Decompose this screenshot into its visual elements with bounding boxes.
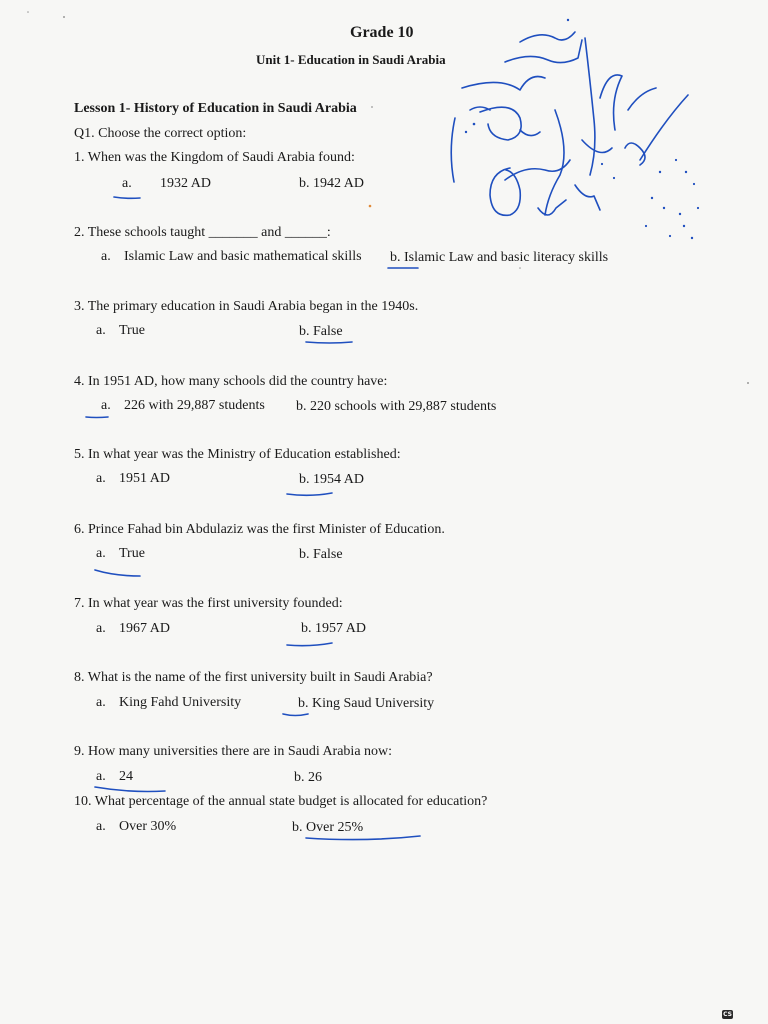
q1-option-a: 1932 AD [160,176,211,191]
q7-answer-underline [287,643,332,646]
q3-option-b: b. False [299,324,343,339]
q8-option-b: b. King Saud University [298,696,435,711]
q10-option-b: b. Over 25% [292,820,364,835]
scanner-badge: CS [723,1011,732,1018]
question-3: 3. The primary education in Saudi Arabia began in the 1940s. [74,299,419,314]
q9-answer-underline [95,787,165,792]
scribble-stroke-13 [490,168,520,215]
scribble-stroke-9 [600,75,622,130]
q8-option-a: King Fahd University [119,695,242,710]
scribble-stroke-1 [520,32,575,42]
q2-option-a: Islamic Law and basic mathematical skills [124,249,362,264]
q3-option-a-label: a. [96,323,106,338]
scribble-stroke-2 [505,40,582,63]
scribble-stroke-4 [470,107,490,110]
q8-answer-underline [283,714,308,716]
scribble-stroke-3 [462,77,545,91]
scribble-stroke-15 [538,200,566,215]
stray-marks [369,205,372,208]
question-5: 5. In what year was the Ministry of Education established: [74,447,401,462]
scribble-stroke-10 [628,88,656,110]
scribble-stroke-8 [585,38,595,175]
unit-heading: Unit 1- Education in Saudi Arabia [256,52,446,67]
scribble-stroke-11 [640,95,688,160]
scribble-stroke-7 [545,110,564,215]
q5-option-b: b. 1954 AD [299,472,364,487]
question-7: 7. In what year was the first university founded: [74,596,343,611]
scribble-stroke-17 [582,140,612,153]
q7-option-a-label: a. [96,621,106,636]
scribble-dots [465,19,699,239]
q9-option-a-label: a. [96,769,106,784]
q1-answer-underline [114,197,140,198]
q7-option-a: 1967 AD [119,621,170,636]
question-8: 8. What is the name of the first university built in Saudi Arabia? [74,670,433,685]
question-4: 4. In 1951 AD, how many schools did the country have: [74,374,388,389]
q6-option-a-label: a. [96,546,106,561]
q10-option-a-label: a. [96,819,106,834]
scribble-stroke-14 [505,160,570,180]
q1-option-b: b. 1942 AD [299,176,364,191]
grade-heading: Grade 10 [350,24,414,41]
q4-option-a: 226 with 29,887 students [124,398,265,413]
q5-option-a: 1951 AD [119,471,170,486]
q7-option-b: b. 1957 AD [301,621,366,636]
question-9: 9. How many universities there are in Saudi Arabia now: [74,744,393,759]
q3-option-a: True [119,323,145,338]
q5-option-a-label: a. [96,471,106,486]
q6-answer-underline [95,570,140,576]
question-10: 10. What percentage of the annual state budget is allocated for education? [74,794,488,809]
scribble-stroke-16 [575,185,600,210]
q2-option-b: b. Islamic Law and basic literacy skills [390,250,609,265]
q6-option-a: True [119,546,145,561]
q4-option-b: b. 220 schools with 29,887 students [296,399,497,414]
question-1: 1. When was the Kingdom of Saudi Arabia found: [74,150,355,165]
q3-answer-underline [306,342,352,343]
scribble-stroke-12 [625,143,645,165]
q10-answer-underline [306,836,420,840]
question-6: 6. Prince Fahad bin Abdulaziz was the first Minister of Education. [74,522,445,537]
q4-answer-underline [86,417,108,418]
question-2: 2. These schools taught _______ and ______: [74,225,331,240]
scribble-stroke-5 [451,118,455,182]
q4-option-a-label: a. [101,398,111,413]
question-instruction: Q1. Choose the correct option: [74,126,247,141]
q2-option-a-label: a. [101,249,111,264]
q8-option-a-label: a. [96,695,106,710]
scribble-stroke-18 [520,130,540,136]
q9-option-a: 24 [119,769,133,784]
q5-answer-underline [287,493,332,495]
scribble-stroke-6 [480,107,521,140]
q9-option-b: b. 26 [294,770,322,785]
q10-option-a: Over 30% [119,819,177,834]
q1-option-a-label: a. [122,176,132,191]
lesson-title: Lesson 1- History of Education in Saudi Arabia [74,101,357,116]
q6-option-b: b. False [299,547,343,562]
